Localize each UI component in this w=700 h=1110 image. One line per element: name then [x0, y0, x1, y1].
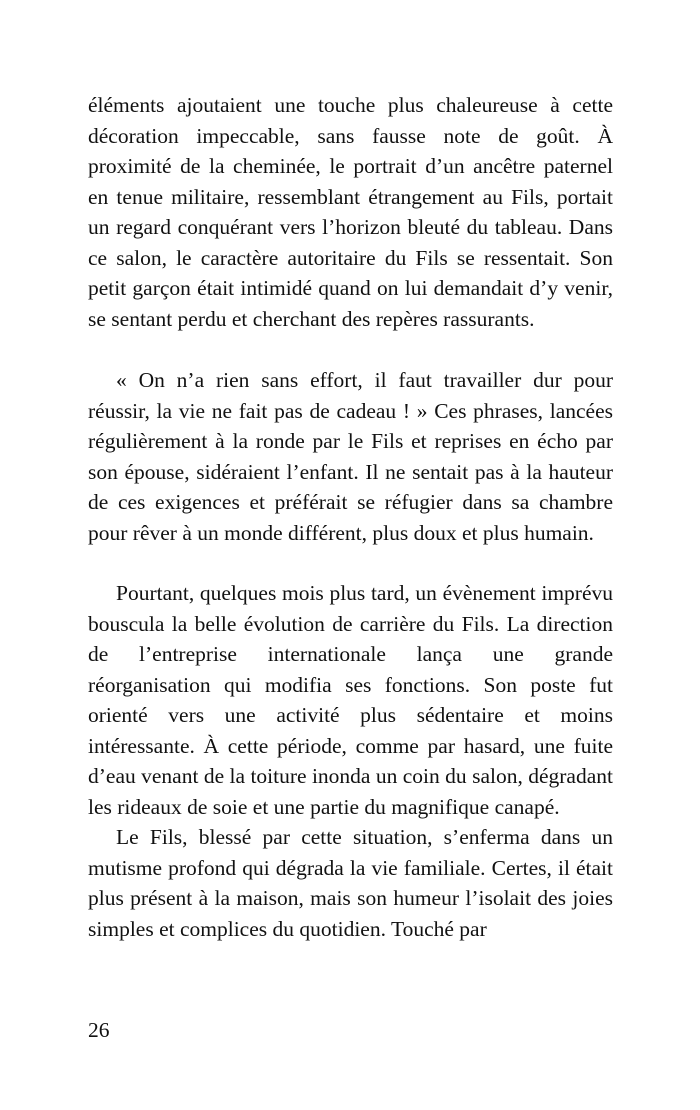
paragraph-reorganisation: Pourtant, quelques mois plus tard, un évènement imprévu bouscula la belle évolution de carrière du Fils. La direction de l’entreprise internationale lança une grande réorganisation qui modifia ses fonctions. Son poste fut orienté vers une activité plus sédentaire et moins intéressante. À cette période, comme par hasard, une fuite d’eau venant de la toiture inonda un coin du salon, dégradant les rideaux de soie et une partie du magnifique canapé.	[88, 581, 613, 819]
paragraph-mutisme: Le Fils, blessé par cette situation, s’enferma dans un mutisme profond qui dégrada la vie familiale. Certes, il était plus présent à la maison, mais son humeur l’isolait des joies simples et complices du quotidien. Touché par	[88, 825, 613, 941]
book-page-body	[88, 90, 613, 944]
paragraph-quote-effort: « On n’a rien sans effort, il faut travailler dur pour réussir, la vie ne fait pas de cadeau ! » Ces phrases, lancées régulièrement à la ronde par le Fils et reprises en écho par son épouse, sidéraient l’enfant. Il ne sentait pas à la hauteur de ces exigences et préférait se réfugier dans sa chambre pour rêver à un monde différent, plus doux et plus humain.	[88, 368, 613, 545]
page-number: 26	[88, 1018, 110, 1042]
paragraph-salon-description: éléments ajoutaient une touche plus chaleureuse à cette décoration impeccable, sans fausse note de goût. À proximité de la cheminée, le portrait d’un ancêtre paternel en tenue militaire, ressemblant étrangement au Fils, portait un regard conquérant vers l’horizon bleuté du tableau. Dans ce salon, le caractère autoritaire du Fils se ressentait. Son petit garçon était intimidé quand on lui demandait d’y venir, se sentant perdu et cherchant des repères rassurants.	[88, 93, 613, 331]
